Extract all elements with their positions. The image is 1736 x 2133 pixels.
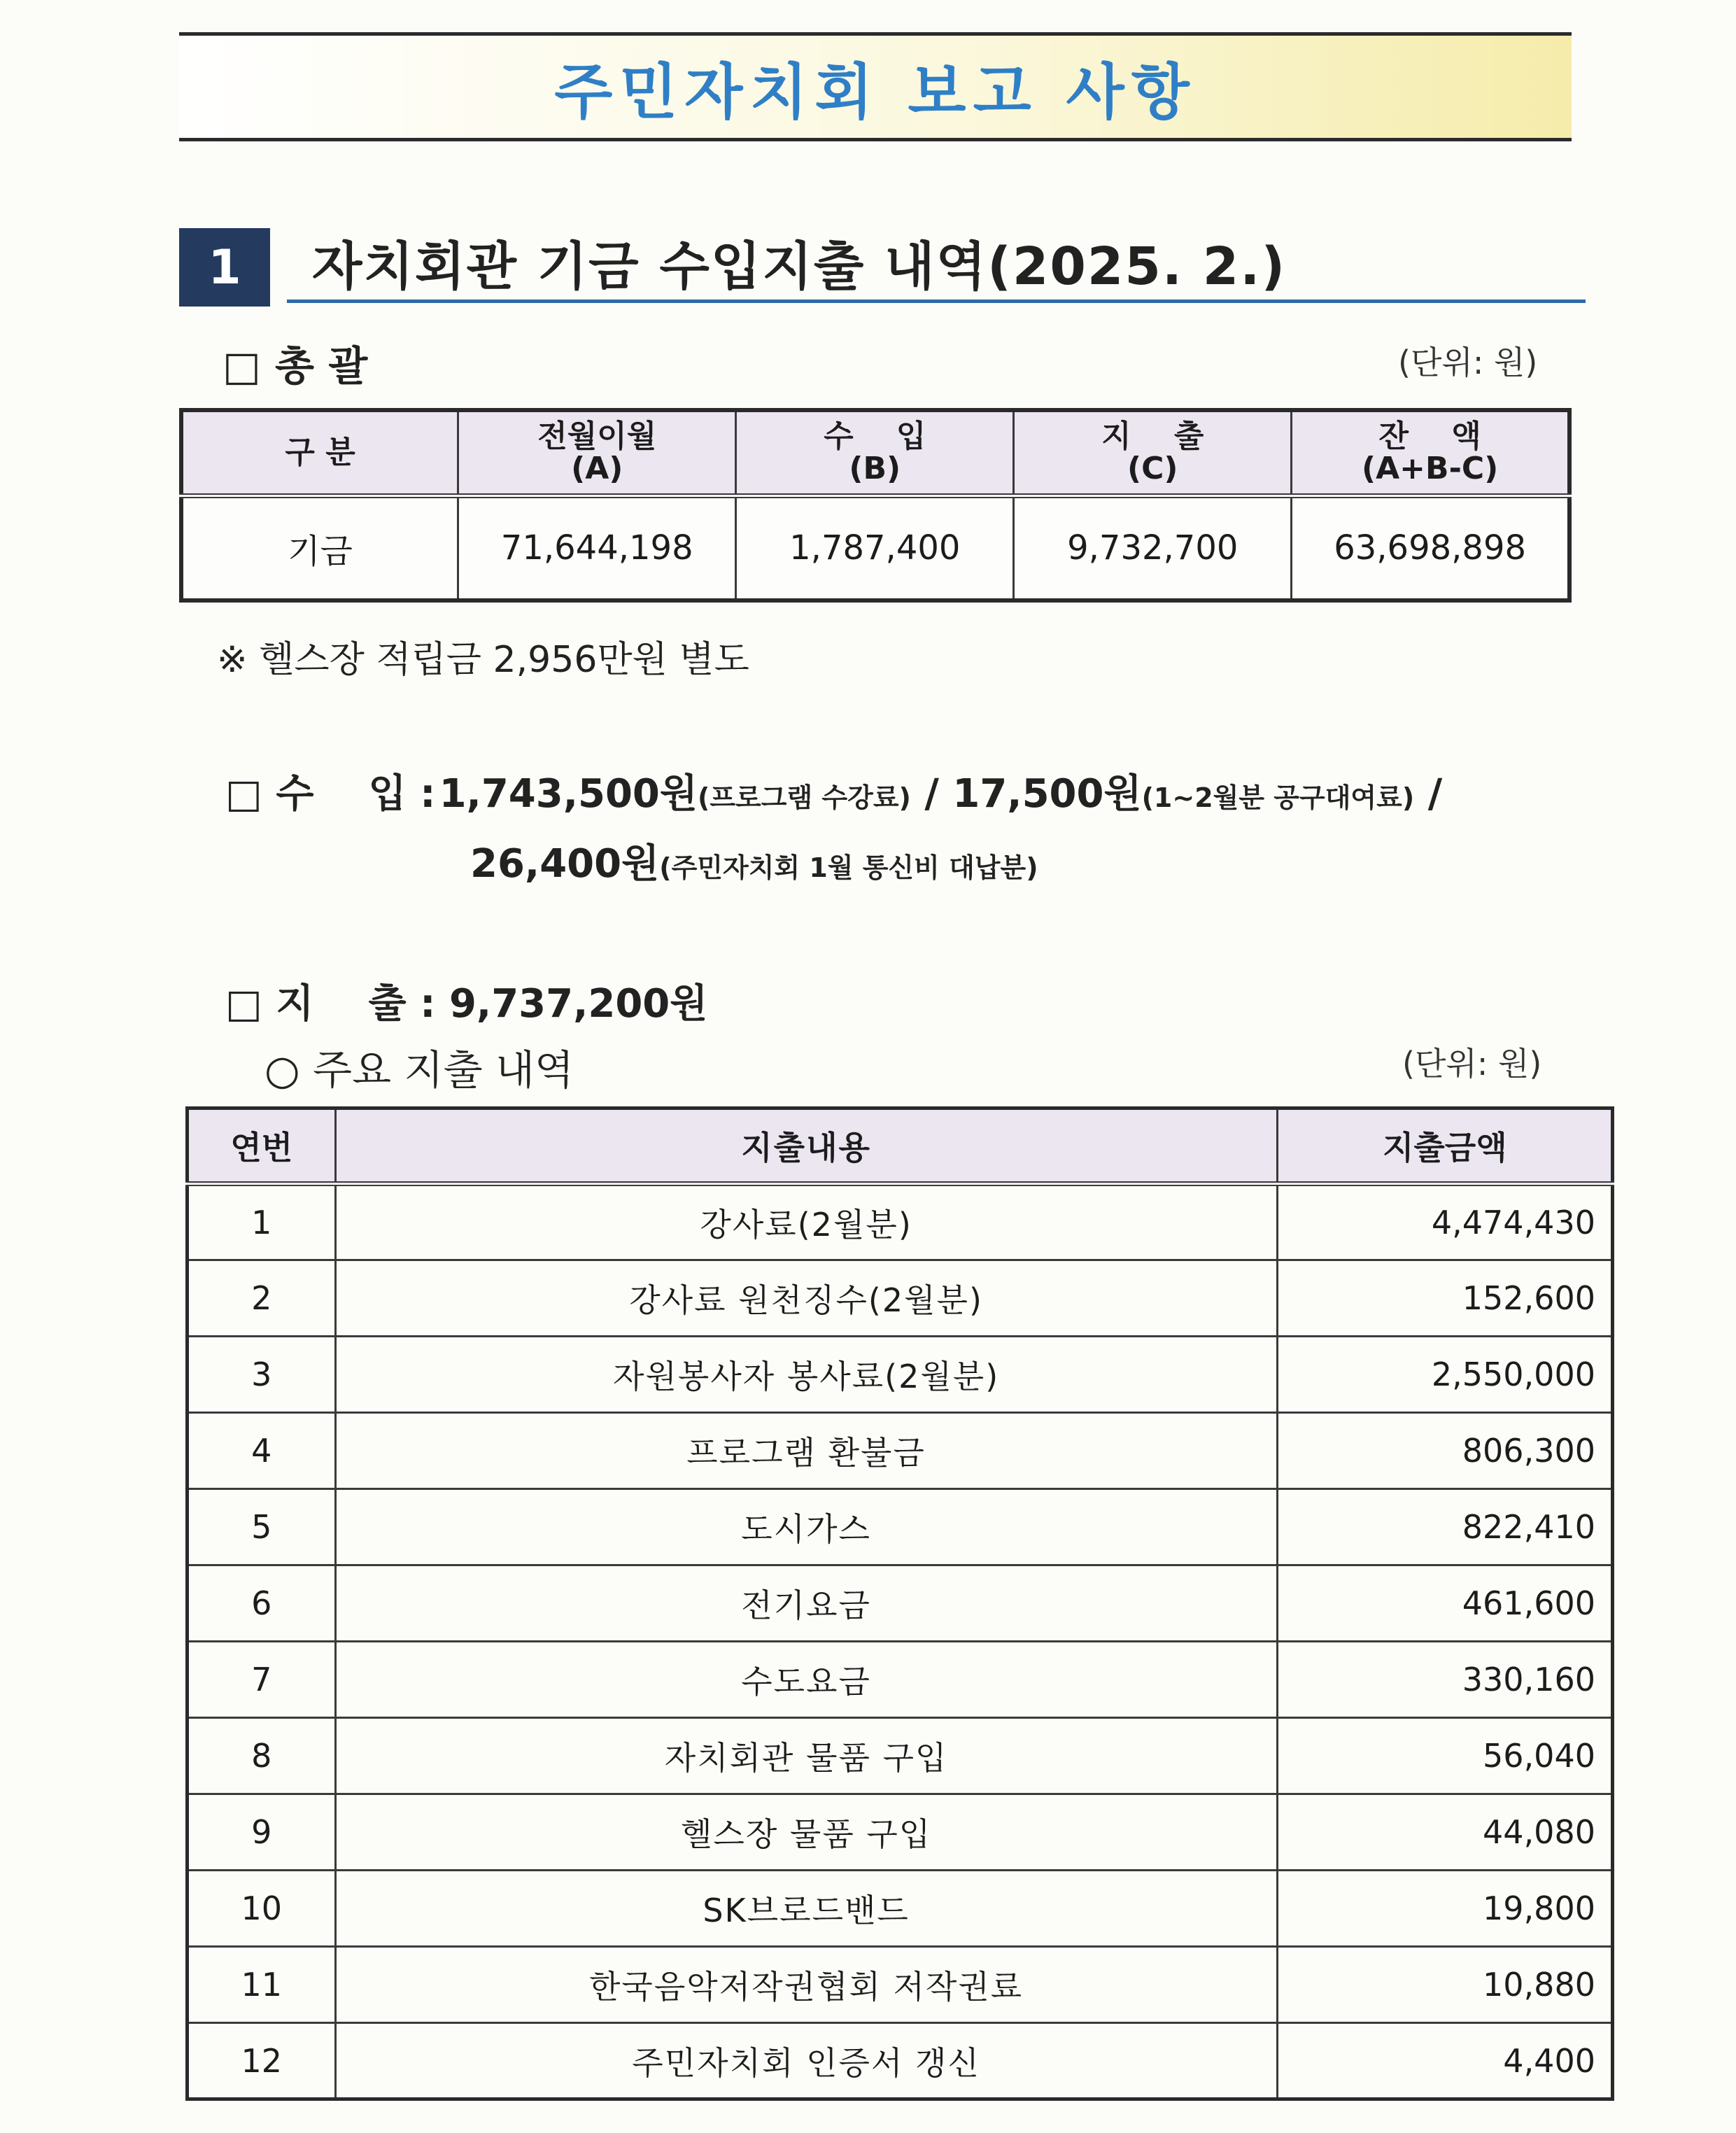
fitness-reserve-note: ※ 헬스장 적립금 2,956만원 별도 <box>217 639 749 681</box>
row-description: 도시가스 <box>335 1489 1277 1565</box>
row-serial: 11 <box>188 1947 336 2023</box>
table-row <box>188 1871 1613 1947</box>
header-description: 지출내용 <box>335 1108 1277 1184</box>
summary-category: 기금 <box>181 495 458 600</box>
row-amount: 330,160 <box>1277 1642 1612 1718</box>
summary-header-cell <box>1014 410 1292 495</box>
row-description: 전기요금 <box>335 1565 1277 1642</box>
row-serial: 5 <box>188 1489 336 1565</box>
row-amount: 4,400 <box>1277 2023 1612 2099</box>
header-text: 전월이월 <box>537 418 657 454</box>
row-amount: 822,410 <box>1277 1489 1612 1565</box>
row-amount: 4,474,430 <box>1277 1184 1612 1260</box>
row-serial: 10 <box>188 1871 336 1947</box>
header-text: 지 출 <box>1101 418 1204 454</box>
header-serial: 연번 <box>188 1108 336 1184</box>
income-desc-2: (1~2월분 공구대여료) <box>1141 782 1415 813</box>
row-description: 강사료 원천징수(2월분) <box>335 1260 1277 1337</box>
row-serial: 3 <box>188 1337 336 1413</box>
expense-table <box>185 1106 1614 2101</box>
header-subtext: (B) <box>849 450 901 486</box>
table-row <box>188 1260 1613 1337</box>
table-row <box>188 1642 1613 1718</box>
row-description: 강사료(2월분) <box>335 1184 1277 1260</box>
row-serial: 1 <box>188 1184 336 1260</box>
row-amount: 2,550,000 <box>1277 1337 1612 1413</box>
header-subtext: (A+B-C) <box>1362 450 1499 486</box>
row-description: 자치회관 물품 구입 <box>335 1718 1277 1794</box>
row-description: SK브로드밴드 <box>335 1871 1277 1947</box>
row-amount: 10,880 <box>1277 1947 1612 2023</box>
row-amount: 56,040 <box>1277 1718 1612 1794</box>
header-amount: 지출금액 <box>1277 1108 1612 1184</box>
income-label: □ 수 입 : <box>225 771 436 817</box>
row-amount: 152,600 <box>1277 1260 1612 1337</box>
row-amount: 19,800 <box>1277 1871 1612 1947</box>
income-line-continued <box>470 833 1038 889</box>
expense-unit: (단위: 원) <box>1402 1045 1542 1083</box>
table-row <box>188 1794 1613 1871</box>
row-serial: 6 <box>188 1565 336 1642</box>
summary-header-cell <box>181 410 458 495</box>
row-serial: 2 <box>188 1260 336 1337</box>
income-amount-2: 17,500원 <box>952 771 1142 817</box>
table-row <box>188 2023 1613 2099</box>
summary-prev-balance: 71,644,198 <box>458 495 736 600</box>
summary-balance: 63,698,898 <box>1292 495 1569 600</box>
header-subtext: (A) <box>571 450 623 486</box>
row-description: 한국음악저작권협회 저작권료 <box>335 1947 1277 2023</box>
row-amount: 44,080 <box>1277 1794 1612 1871</box>
table-row <box>188 1565 1613 1642</box>
table-row <box>188 1489 1613 1565</box>
header-text: 잔 액 <box>1378 418 1481 454</box>
summary-expense: 9,732,700 <box>1014 495 1292 600</box>
summary-header-row <box>181 410 1569 495</box>
row-description: 프로그램 환불금 <box>335 1413 1277 1489</box>
section-number-badge: 1 <box>179 228 270 307</box>
row-serial: 8 <box>188 1718 336 1794</box>
row-serial: 9 <box>188 1794 336 1871</box>
summary-income: 1,787,400 <box>736 495 1014 600</box>
summary-table <box>179 408 1572 603</box>
summary-header-cell <box>458 410 736 495</box>
income-amount-1: 1,743,500원 <box>439 771 698 817</box>
row-serial: 7 <box>188 1642 336 1718</box>
row-amount: 806,300 <box>1277 1413 1612 1489</box>
income-desc-3: (주민자치회 1월 통신비 대납분) <box>659 852 1038 883</box>
header-text: 수 입 <box>824 418 926 454</box>
title-banner <box>179 32 1572 141</box>
page-title: 주민자치회 보고 사항 <box>554 57 1197 127</box>
expense-total: □ 지 출 : 9,737,200원 <box>225 981 708 1027</box>
table-row <box>188 1413 1613 1489</box>
income-separator: / <box>1414 771 1443 817</box>
summary-data-row <box>181 495 1569 600</box>
section-title: 자치회관 기금 수입지출 내역(2025. 2.) <box>312 237 1287 297</box>
row-description: 헬스장 물품 구입 <box>335 1794 1277 1871</box>
table-row <box>188 1718 1613 1794</box>
income-separator: / <box>910 771 953 817</box>
summary-heading: □ 총 괄 <box>223 342 368 390</box>
header-subtext: (C) <box>1127 450 1178 486</box>
row-description: 자원봉사자 봉사료(2월분) <box>335 1337 1277 1413</box>
row-amount: 461,600 <box>1277 1565 1612 1642</box>
income-line <box>225 763 1442 819</box>
row-description: 수도요금 <box>335 1642 1277 1718</box>
income-desc-1: (프로그램 수강료) <box>697 782 911 813</box>
income-amount-3: 26,400원 <box>470 841 660 887</box>
table-row <box>188 1184 1613 1260</box>
expense-header-row <box>188 1108 1613 1184</box>
header-text: 구 분 <box>285 434 355 470</box>
expense-rows <box>188 1184 1613 2099</box>
summary-header-cell <box>736 410 1014 495</box>
section-underline <box>287 300 1586 303</box>
table-row <box>188 1947 1613 2023</box>
summary-header-cell <box>1292 410 1569 495</box>
row-description: 주민자치회 인증서 갱신 <box>335 2023 1277 2099</box>
table-row <box>188 1337 1613 1413</box>
row-serial: 12 <box>188 2023 336 2099</box>
summary-unit: (단위: 원) <box>1398 344 1538 381</box>
expense-subheading: ○ 주요 지출 내역 <box>264 1046 574 1094</box>
row-serial: 4 <box>188 1413 336 1489</box>
